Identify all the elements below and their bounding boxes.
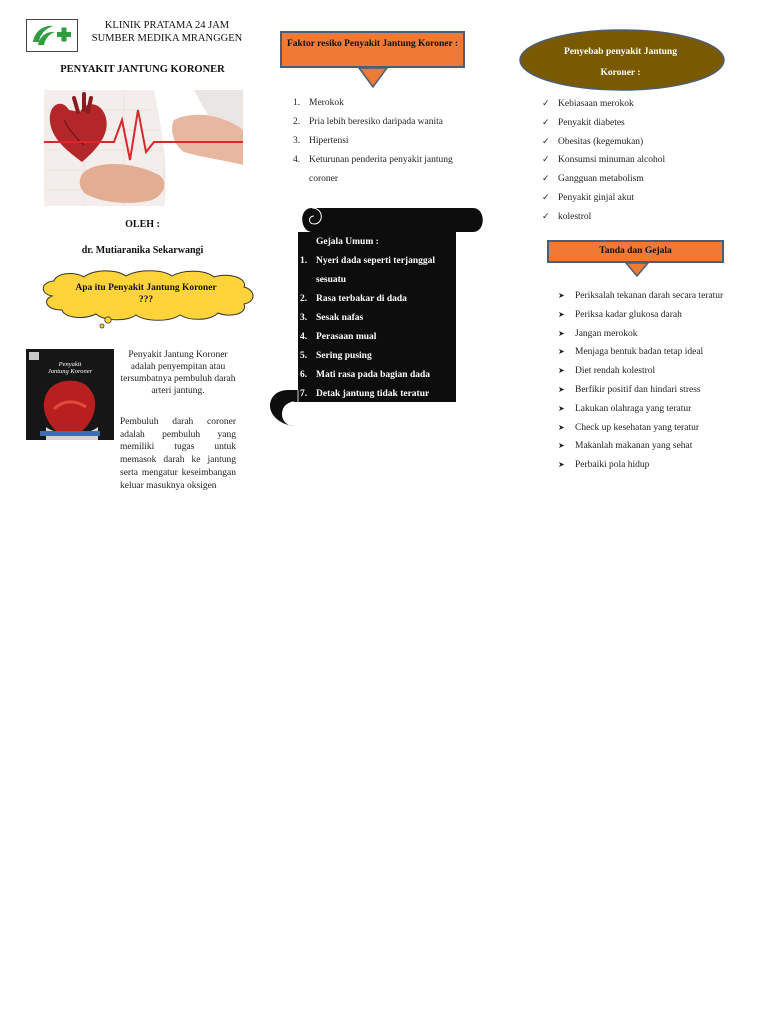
list-item: ✓ Penyakit diabetes — [541, 114, 751, 133]
arrow-bullet-icon: ➤ — [558, 384, 565, 394]
list-item: ➤ Lakukan olahraga yang teratur — [557, 400, 737, 419]
author-name: dr. Mutiaranika Sekarwangi — [81, 245, 204, 256]
list-item: ➤ Periksalah tekanan darah secara teratur — [557, 287, 737, 306]
checkmark-icon: ✓ — [542, 99, 550, 109]
checkmark-icon: ✓ — [542, 211, 550, 222]
book-title-line2: Jantung Koroner — [47, 368, 93, 375]
symptoms-heading: Gejala Umum : — [316, 237, 379, 247]
symptoms-list — [300, 252, 460, 404]
list-item: ✓ kolestrol — [541, 208, 751, 227]
list-item: ➤ Check up kesehatan yang teratur — [557, 419, 737, 438]
list-item: ✓ Obesitas (kegemukan) — [541, 133, 751, 152]
arrow-bullet-icon: ➤ — [558, 422, 565, 432]
list-item: ✓ Penyakit ginjal akut — [541, 189, 751, 208]
document-title: PENYAKIT JANTUNG KORONER — [60, 64, 225, 75]
checkmark-icon: ✓ — [542, 192, 550, 203]
clinic-name — [82, 19, 252, 45]
checkmark-icon: ✓ — [542, 136, 550, 147]
list-item: ✓ Konsumsi minuman alcohol — [541, 151, 751, 170]
arrow-bullet-icon: ➤ — [558, 291, 565, 300]
down-arrow-icon — [357, 67, 389, 89]
list-item: 3. Sesak nafas — [300, 313, 364, 323]
arrow-bullet-icon: ➤ — [558, 309, 565, 319]
list-item: 5. Sering pusing — [300, 351, 372, 361]
book-cover-image — [26, 349, 114, 440]
list-item: ➤ Periksa kadar glukosa darah — [557, 306, 737, 325]
causes-heading — [538, 42, 703, 84]
symptoms-panel — [300, 233, 460, 404]
list-item: 2. Rasa terbakar di dada — [300, 294, 407, 304]
arrow-bullet-icon: ➤ — [558, 403, 565, 413]
definition-paragraph-1: Penyakit Jantung Koroner adalah penyempitan atau tersumbatnya pembuluh darah arteri jantung. — [120, 350, 236, 396]
list-item: ➤ Diet rendah kolestrol — [557, 362, 737, 381]
list-item: 4. Keturunan penderita penyakit jantung coroner — [293, 155, 453, 184]
list-item: ➤ Menjaga bentuk badan tetap ideal — [557, 343, 737, 362]
arrow-bullet-icon: ➤ — [558, 328, 565, 338]
list-item: ✓ Kebiasaan merokok — [541, 95, 751, 114]
causes-heading-line2: Koroner : — [600, 68, 641, 78]
arrow-bullet-icon: ➤ — [558, 347, 565, 357]
list-item: 6. Mati rasa pada bagian dada — [300, 370, 431, 380]
clinic-logo — [26, 19, 78, 52]
clinic-name-line2: SUMBER MEDIKA MRANGGEN — [91, 33, 243, 44]
list-item: ✓ Gangguan metabolism — [541, 170, 751, 189]
list-item: 1. Nyeri dada seperti terjanggal sesuatu — [300, 256, 435, 285]
prevention-list — [557, 287, 737, 475]
list-item: ➤ Makanlah makanan yang sehat — [557, 437, 737, 456]
list-item: ➤ Jangan merokok — [557, 325, 737, 344]
list-item: 2. Pria lebih beresiko daripada wanita — [293, 117, 444, 127]
list-item: 7. Detak jantung tidak teratur — [300, 389, 430, 399]
arrow-bullet-icon: ➤ — [558, 441, 565, 451]
list-item: 3. Hipertensi — [293, 136, 349, 146]
arrow-bullet-icon: ➤ — [558, 366, 565, 376]
list-item: ➤ Berfikir positif dan hindari stress — [557, 381, 737, 400]
book-title-line1: Penyakit — [58, 361, 82, 368]
byline-label: OLEH : — [125, 219, 160, 230]
checkmark-icon: ✓ — [542, 117, 550, 128]
down-arrow-icon — [624, 262, 650, 278]
question-text: Apa itu Penyakit Jantung Koroner ??? — [75, 283, 217, 305]
causes-list — [541, 95, 751, 227]
checkmark-icon: ✓ — [542, 174, 550, 185]
list-item: 1. Merokok — [293, 98, 344, 108]
risk-factors-heading: Faktor resiko Penyakit Jantung Koroner : — [280, 31, 465, 68]
causes-heading-line1: Penyebab penyakit Jantung — [564, 47, 677, 57]
heart-hero-image — [44, 90, 243, 206]
prevention-heading: Tanda dan Gejala — [547, 240, 724, 263]
list-item: ➤ Perbaiki pola hidup — [557, 456, 737, 475]
risk-factors-list — [291, 94, 481, 189]
arrow-bullet-icon: ➤ — [558, 460, 565, 470]
clinic-name-line1: KLINIK PRATAMA 24 JAM — [104, 20, 230, 31]
definition-paragraph-2: Pembuluh darah coroner adalah pembuluh yang memiliki tugas untuk memasok darah ke jantung serta mengatur keseimbangan keluar masuknya oksigen — [120, 417, 236, 491]
checkmark-icon: ✓ — [542, 155, 550, 166]
list-item: 4. Perasaan mual — [300, 332, 377, 342]
